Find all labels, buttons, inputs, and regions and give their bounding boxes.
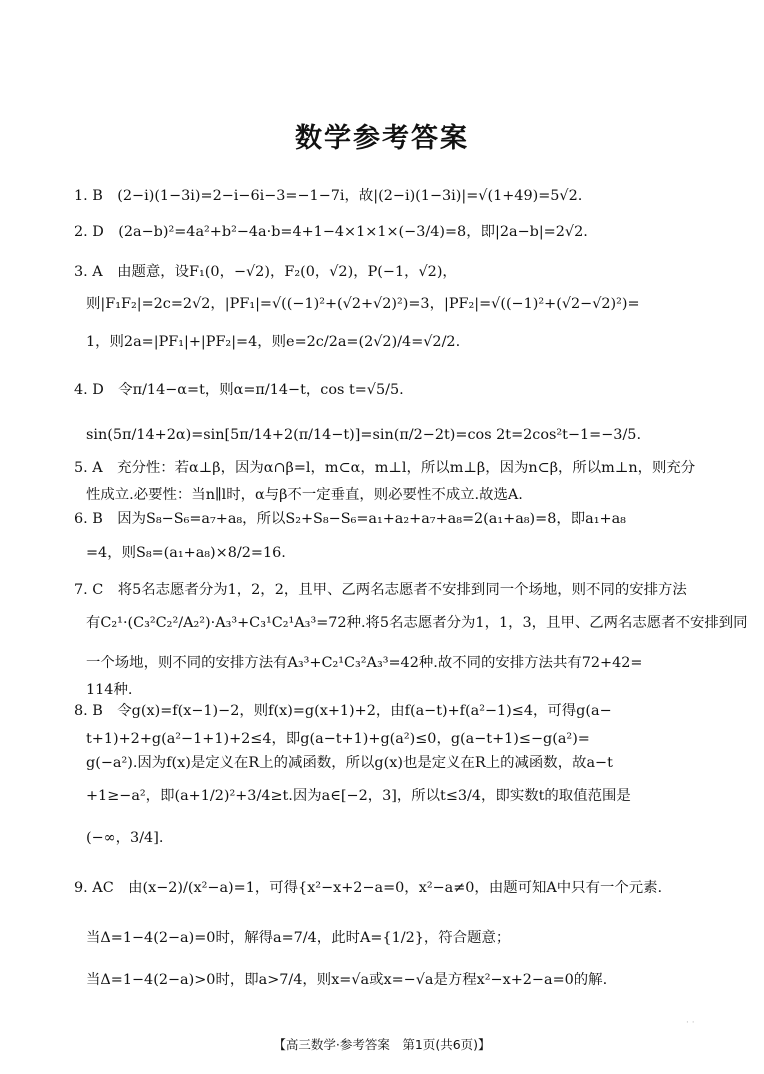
answer-line: 3. A 由题意，设F₁(0，−√2)，F₂(0，√2)，P(−1，√2)，: [74, 264, 457, 280]
answer-line: 一个场地，则不同的安排方法有A₃³+C₂¹C₃²A₃³=42种.故不同的安排方法共有72+42=: [86, 655, 643, 671]
corner-mark: · ·: [686, 1018, 695, 1028]
answer-line: 2. D (2a−b)²=4a²+b²−4a·b=4+1−4×1×1×(−3/4)=8，即|2a−b|=2√2.: [74, 224, 588, 240]
answer-line: +1≥−a²，即(a+1/2)²+3/4≥t.因为a∈[−2，3]，所以t≤3/4，即实数t的取值范围是: [86, 788, 631, 804]
answer-line: 1. B (2−i)(1−3i)=2−i−6i−3=−1−7i，故|(2−i)(1−3i)|=√(1+49)=5√2.: [74, 188, 583, 204]
answer-line: 当Δ=1−4(2−a)=0时，解得a=7/4，此时A={1/2}，符合题意；: [86, 930, 511, 946]
answer-line: 4. D 令π/14−α=t，则α=π/14−t，cos t=√5/5.: [74, 382, 404, 398]
answer-line: 当Δ=1−4(2−a)>0时，即a>7/4，则x=√a或x=−√a是方程x²−x+2−a=0的解.: [86, 972, 608, 988]
answer-line: 9. AC 由(x−2)/(x²−a)=1，可得{x²−x+2−a=0，x²−a≠0，由题可知A中只有一个元素.: [74, 880, 663, 896]
answer-line: 1，则2a=|PF₁|+|PF₂|=4，则e=2c/2a=(2√2)/4=√2/2.: [86, 334, 461, 350]
answer-line: 5. A 充分性：若α⊥β，因为α∩β=l，m⊂α，m⊥l，所以m⊥β，因为n⊂β，所以m⊥n，则充分: [74, 460, 696, 476]
answer-line: =4，则S₈=(a₁+a₈)×8/2=16.: [86, 545, 286, 561]
answer-line: sin(5π/14+2α)=sin[5π/14+2(π/14−t)]=sin(π/2−2t)=cos 2t=2cos²t−1=−3/5.: [86, 427, 642, 443]
answer-line: 6. B 因为S₈−S₆=a₇+a₈，所以S₂+S₈−S₆=a₁+a₂+a₇+a₈=2(a₁+a₈)=8，即a₁+a₈: [74, 511, 626, 527]
answer-line: g(−a²).因为f(x)是定义在R上的减函数，所以g(x)也是定义在R上的减函数，故a−t: [86, 755, 613, 771]
answer-line: t+1)+2+g(a²−1+1)+2≤4，即g(a−t+1)+g(a²)≤0，g(a−t+1)≤−g(a²)=: [86, 731, 590, 747]
answer-line: 8. B 令g(x)=f(x−1)−2，则f(x)=g(x+1)+2，由f(a−t)+f(a²−1)≤4，可得g(a−: [74, 703, 612, 719]
answer-line: 114种.: [86, 682, 133, 698]
answer-line: 则|F₁F₂|=2c=2√2，|PF₁|=√((−1)²+(√2+√2)²)=3，|PF₂|=√((−1)²+(√2−√2)²)=: [86, 296, 640, 312]
answer-line: 有C₂¹·(C₃²C₂²/A₂²)·A₃³+C₃¹C₂¹A₃³=72种.将5名志愿者分为1，1，3，且甲、乙两名志愿者不安排到同: [86, 615, 748, 631]
answer-line: (−∞，3/4].: [86, 830, 164, 846]
page-footer: 【高三数学·参考答案 第1页(共6页)】: [273, 1037, 491, 1052]
answer-line: 性成立.必要性：当n∥l时，α与β不一定垂直，则必要性不成立.故选A.: [86, 487, 523, 503]
answer-line: 7. C 将5名志愿者分为1，2，2，且甲、乙两名志愿者不安排到同一个场地，则不同的安排方法: [74, 582, 687, 598]
page-title: 数学参考答案: [295, 123, 469, 154]
